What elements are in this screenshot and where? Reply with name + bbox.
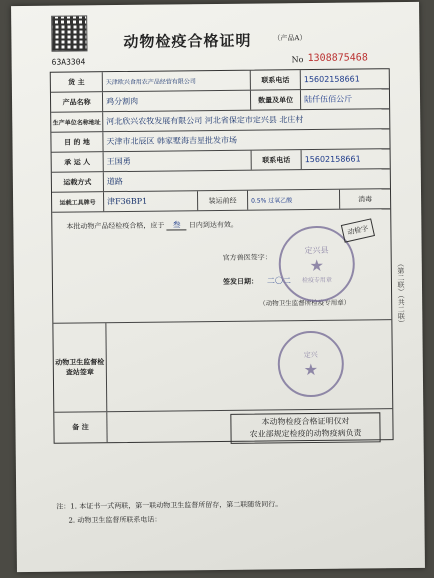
qr-code — [51, 15, 87, 51]
star-icon: ★ — [309, 255, 325, 275]
checkpoint-label: 动物卫生监督检查站签章 — [53, 323, 107, 412]
serial-number: 63A3304 — [51, 57, 86, 67]
document-subtitle: （产品A） — [273, 34, 307, 43]
carrier-label: 承 运 人 — [52, 152, 104, 172]
document-title: 动物检疫合格证明 — [123, 31, 252, 51]
remarks-stamp-line1: 本动物检疫合格证明仅对 — [261, 416, 350, 427]
vet-sign-label: 官方兽医签字： — [222, 253, 272, 262]
arrival-suffix: 日内到达有效。 — [188, 220, 238, 230]
carrier-value: 王国勇 — [104, 151, 252, 172]
producer-value: 河北欣兴农牧发展有限公司 河北省保定市定兴县 北庄村 — [106, 115, 304, 127]
product-label: 产品名称 — [51, 92, 103, 112]
carrier-phone-label: 联系电话 — [252, 150, 302, 170]
remarks-stamp-line2: 农业部规定检疫的动物疫病负责 — [249, 428, 362, 439]
seal-bottom-text: 检疫专用章 — [301, 276, 332, 284]
seal-note: （动物卫生监督所检疫专用章） — [259, 298, 351, 308]
producer-label: 生产单位名称地址 — [51, 112, 103, 132]
carrier-phone-value: 15602158661 — [304, 154, 361, 165]
check-tag-stamp: 动检字 — [341, 218, 375, 242]
arrival-prefix: 本批动物产品经检疫合格，应于 — [66, 221, 165, 231]
shipper-phone-value: 15602158661 — [303, 74, 360, 85]
product-value: 鸡分割肉 — [103, 91, 251, 112]
checkpoint-seal-text: 定兴 — [303, 350, 318, 359]
copy-indicator: （第二联）（共二联） — [396, 260, 406, 327]
issue-date-value: 二〇二 — [266, 276, 291, 286]
disinfect-label: 装运前经 — [198, 191, 248, 211]
remarks-label: 备 注 — [54, 412, 107, 443]
shipper-value: 天津欧兴食用农产品经营有限公司 — [103, 71, 251, 92]
quantity-value: 陆仟伍佰公斤 — [303, 94, 353, 105]
checkpoint-block — [53, 320, 392, 413]
transport-label: 运载方式 — [52, 172, 104, 192]
shipper-label: 货 主 — [51, 72, 103, 92]
certificate-no-label: No — [291, 55, 304, 65]
certificate-table — [50, 68, 394, 444]
transport-value: 道路 — [106, 176, 123, 187]
remarks-stamp — [230, 412, 380, 444]
certificate-sheet — [11, 2, 425, 572]
checkpoint-seal — [277, 331, 344, 398]
destination-label: 目 的 地 — [51, 132, 103, 152]
disinfect-value: 0.5% 过氧乙酸 — [248, 190, 340, 210]
remarks-block — [54, 409, 392, 443]
footnote-1: 注：1. 本证书一式两联，第一联动物卫生监督所留存，第二联随货同行。 — [56, 500, 283, 511]
star-icon: ★ — [303, 359, 319, 379]
inspection-block — [52, 209, 391, 324]
issue-date-label: 签发日期： — [222, 276, 258, 286]
vehicle-value: 津F36BP1 — [104, 191, 198, 211]
certificate-no-value: 1308875468 — [307, 52, 368, 65]
footnote-2: 2. 动物卫生监督所联系电话： — [68, 515, 162, 525]
disinfect-suffix: 消毒 — [358, 194, 373, 204]
quantity-label: 数量及单位 — [251, 90, 301, 110]
vehicle-label: 运载工具牌号 — [52, 192, 104, 212]
destination-value: 天津市北辰区 韩家墅海吉星批发市场 — [106, 135, 238, 147]
shipper-phone-label: 联系电话 — [251, 70, 301, 90]
seal-top-text: 定兴县 — [304, 245, 329, 255]
arrival-statement — [66, 219, 238, 232]
arrival-days: 叁 — [167, 220, 187, 230]
